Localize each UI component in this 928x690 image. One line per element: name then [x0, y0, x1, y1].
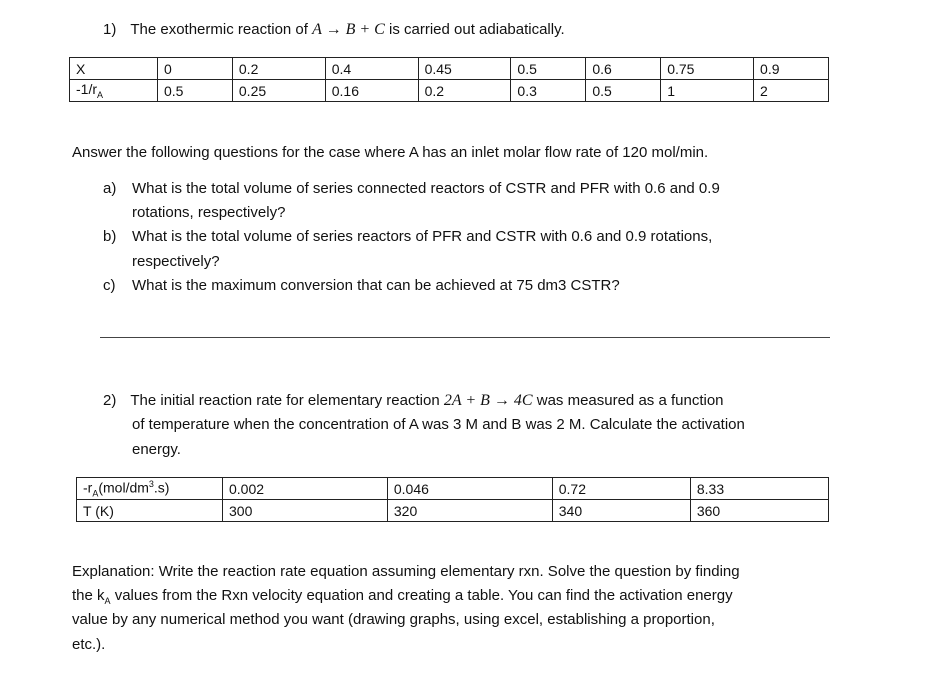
- explanation-line4: etc.).: [72, 636, 106, 653]
- explanation-line3: value by any numerical method you want (drawing graphs, using excel, establishing a proportion,: [72, 611, 715, 628]
- row-label: T (K): [77, 500, 223, 522]
- table-cell: 0.002: [223, 478, 388, 500]
- row-label: [70, 80, 158, 102]
- part-b-text-2: respectively?: [132, 253, 220, 270]
- row-label: X: [70, 58, 158, 80]
- table-cell: 0.5: [511, 58, 586, 80]
- q1-equation: A → B + C: [312, 21, 385, 38]
- label-post: .s): [153, 479, 170, 496]
- part-b-text: What is the total volume of series reactors of PFR and CSTR with 0.6 and 0.9 rotations,: [132, 228, 713, 245]
- rate-temperature-table: [76, 477, 829, 522]
- label-mid: (mol/dm: [98, 479, 149, 496]
- q1-text-after: is carried out adiabatically.: [384, 21, 565, 38]
- table-row: [77, 478, 829, 500]
- part-b-label: b): [103, 228, 117, 245]
- q1-heading: [103, 21, 565, 39]
- table-cell: 0.046: [387, 478, 552, 500]
- explanation-line1: Explanation: Write the reaction rate equation assuming elementary rxn. Solve the question by finding: [72, 563, 740, 580]
- table-cell: 340: [552, 500, 690, 522]
- table-cell: 0.25: [232, 80, 325, 102]
- explanation-line2: [72, 587, 733, 606]
- part-c-label: c): [103, 277, 116, 294]
- q2-number: 2): [103, 392, 117, 409]
- table-cell: 0.3: [511, 80, 586, 102]
- q1-intro: Answer the following questions for the case where A has an inlet molar flow rate of 120 mol/min.: [72, 144, 709, 161]
- part-a-label: a): [103, 180, 117, 197]
- table-cell: 0: [158, 58, 233, 80]
- part-a-text: What is the total volume of series connected reactors of CSTR and PFR with 0.6 and 0.9: [132, 180, 720, 197]
- q2-text-after: was measured as a function: [532, 392, 724, 409]
- table-cell: 300: [223, 500, 388, 522]
- q1-text: The exothermic reaction of: [130, 21, 313, 38]
- q2-equation: 2A + B → 4C: [443, 392, 533, 409]
- table-cell: 360: [690, 500, 828, 522]
- q2-text: The initial reaction rate for elementary reaction: [130, 392, 444, 409]
- table-row: [70, 58, 829, 80]
- table-cell: 0.16: [325, 80, 418, 102]
- divider: [100, 337, 830, 338]
- q2-line1: [103, 392, 724, 410]
- q2-line2: of temperature when the concentration of A was 3 M and B was 2 M. Calculate the activation: [132, 416, 745, 433]
- table-cell: 0.2: [232, 58, 325, 80]
- table-cell: 0.45: [418, 58, 511, 80]
- q1-number: 1): [103, 21, 117, 38]
- table-cell: 0.5: [586, 80, 661, 102]
- table-cell: 0.72: [552, 478, 690, 500]
- table-cell: 0.5: [158, 80, 233, 102]
- table-cell: 2: [754, 80, 829, 102]
- label-pre: -r: [83, 479, 93, 496]
- expl-sub: A: [104, 596, 111, 606]
- table-cell: 0.6: [586, 58, 661, 80]
- part-a-text-2: rotations, respectively?: [132, 204, 286, 221]
- label-sub: A: [97, 89, 104, 100]
- row-label: [77, 478, 223, 500]
- table-cell: 0.4: [325, 58, 418, 80]
- table-row: [77, 500, 829, 522]
- part-c-text: What is the maximum conversion that can be achieved at 75 dm3 CSTR?: [132, 277, 620, 294]
- table-cell: 320: [387, 500, 552, 522]
- table-cell: 0.2: [418, 80, 511, 102]
- table-row: [70, 80, 829, 102]
- label-main: -1/r: [76, 81, 97, 98]
- table-cell: 0.9: [754, 58, 829, 80]
- expl-post: values from the Rxn velocity equation and creating a table. You can find the activation energy: [110, 587, 733, 604]
- label-sup: 3: [148, 478, 154, 489]
- q2-line3: energy.: [132, 441, 181, 458]
- expl-pre: the k: [72, 587, 105, 604]
- table-cell: 1: [661, 80, 754, 102]
- table-cell: 0.75: [661, 58, 754, 80]
- table-cell: 8.33: [690, 478, 828, 500]
- conversion-table: [69, 57, 829, 102]
- label-sub: A: [92, 488, 99, 499]
